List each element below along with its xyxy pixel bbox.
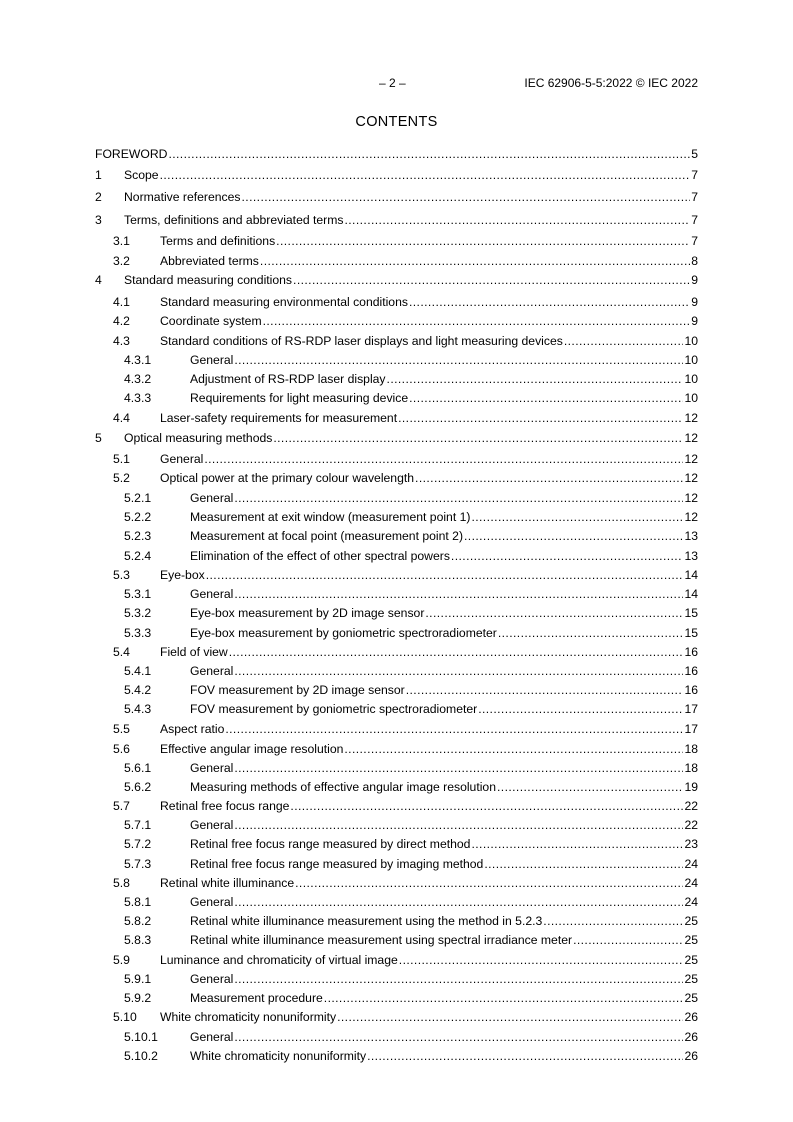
toc-entry[interactable] bbox=[95, 253, 698, 269]
toc-entry-title: Retinal free focus range bbox=[160, 799, 290, 813]
dot-leader bbox=[234, 586, 683, 602]
toc-entry-title: Optical measuring methods bbox=[124, 431, 273, 445]
dot-leader bbox=[204, 451, 683, 467]
dot-leader bbox=[409, 390, 683, 406]
toc-entry-page: 9 bbox=[691, 314, 698, 328]
toc-entry-title-line bbox=[124, 212, 698, 228]
toc-entry-title-line bbox=[160, 875, 698, 891]
dot-leader bbox=[273, 430, 683, 446]
toc-entry-title: Terms and definitions bbox=[160, 234, 276, 248]
toc-entry-number: 5.3.1 bbox=[124, 587, 152, 601]
toc-entry[interactable] bbox=[95, 856, 698, 872]
dot-leader bbox=[260, 253, 690, 269]
toc-entry-title: General bbox=[160, 452, 204, 466]
dot-leader bbox=[234, 663, 683, 679]
toc-entry-number: 5.2 bbox=[113, 471, 130, 485]
toc-entry-page: 18 bbox=[684, 742, 698, 756]
toc-entry-title-line bbox=[160, 294, 698, 310]
toc-entry[interactable] bbox=[95, 410, 698, 426]
dot-leader bbox=[471, 836, 683, 852]
dot-leader bbox=[398, 410, 683, 426]
toc-entry-number: 5.10.2 bbox=[124, 1049, 158, 1063]
toc-entry-title-line bbox=[190, 836, 698, 852]
toc-entry[interactable] bbox=[95, 971, 698, 987]
toc-entry-page: 22 bbox=[684, 818, 698, 832]
toc-entry-title-line bbox=[160, 333, 698, 349]
toc-entry-number: 4.4 bbox=[113, 411, 130, 425]
dot-leader bbox=[406, 682, 684, 698]
toc-entry-title-line bbox=[160, 741, 698, 757]
toc-entry[interactable] bbox=[95, 430, 698, 446]
dot-leader bbox=[234, 817, 683, 833]
dot-leader bbox=[234, 971, 683, 987]
toc-entry-number: 2 bbox=[95, 190, 102, 204]
toc-entry-page: 10 bbox=[684, 372, 698, 386]
toc-entry-title: General bbox=[190, 895, 234, 909]
toc-entry-page: 26 bbox=[684, 1030, 698, 1044]
toc-entry-page: 16 bbox=[684, 645, 698, 659]
toc-entry-page: 25 bbox=[684, 991, 698, 1005]
toc-entry-page: 14 bbox=[684, 568, 698, 582]
toc-entry-title: Eye-box measurement by 2D image sensor bbox=[190, 606, 425, 620]
toc-entry-title: Retinal free focus range measured by imaging method bbox=[190, 857, 484, 871]
toc-entry-number: 4.3 bbox=[113, 334, 130, 348]
dot-leader bbox=[478, 701, 683, 717]
toc-entry-title-line bbox=[190, 371, 698, 387]
toc-entry-page: 13 bbox=[684, 549, 698, 563]
toc-entry-page: 24 bbox=[684, 876, 698, 890]
dot-leader bbox=[276, 233, 690, 249]
toc-entry-title: Abbreviated terms bbox=[160, 254, 259, 268]
dot-leader bbox=[573, 932, 683, 948]
toc-entry-number: 3 bbox=[95, 213, 102, 227]
toc-entry-title: Standard measuring environmental conditions bbox=[160, 295, 408, 309]
toc-entry[interactable] bbox=[95, 990, 698, 1006]
toc-entry-page: 14 bbox=[684, 587, 698, 601]
toc-entry-title: White chromaticity nonuniformity bbox=[190, 1049, 367, 1063]
toc-entry-page: 22 bbox=[684, 799, 698, 813]
toc-entry-title: Measuring methods of effective angular image resolution bbox=[190, 780, 496, 794]
toc-entry-title: Terms, definitions and abbreviated terms bbox=[124, 213, 344, 227]
toc-entry-title-line bbox=[190, 971, 698, 987]
toc-entry-number: 5.2.4 bbox=[124, 549, 152, 563]
toc-entry-title-line bbox=[190, 625, 698, 641]
toc-entry-title: Aspect ratio bbox=[160, 722, 225, 736]
toc-entry-title-line bbox=[160, 313, 698, 329]
toc-entry-title-line bbox=[190, 586, 698, 602]
dot-leader bbox=[337, 1009, 683, 1025]
toc-entry-number: 5.6 bbox=[113, 742, 130, 756]
dot-leader bbox=[234, 352, 683, 368]
toc-entry[interactable] bbox=[95, 836, 698, 852]
toc-entry-title-line bbox=[190, 352, 698, 368]
toc-entry-number: 5.8.3 bbox=[124, 933, 152, 947]
toc-entry-page: 26 bbox=[684, 1049, 698, 1063]
toc-entry-page: 25 bbox=[684, 933, 698, 947]
toc-entry-title: Field of view bbox=[160, 645, 228, 659]
toc-entry-number: 5.3 bbox=[113, 568, 130, 582]
dot-leader bbox=[497, 779, 683, 795]
toc-entry-page: 7 bbox=[691, 168, 698, 182]
dot-leader bbox=[367, 1048, 683, 1064]
toc-entry[interactable] bbox=[95, 333, 698, 349]
toc-entry-title: Standard conditions of RS-RDP laser displays and light measuring devices bbox=[160, 334, 563, 348]
toc-entry[interactable] bbox=[95, 490, 698, 506]
toc-entry-title-line bbox=[190, 817, 698, 833]
toc-entry-title: Eye-box measurement by goniometric spectroradiometer bbox=[190, 626, 497, 640]
contents-title: CONTENTS bbox=[355, 114, 438, 130]
toc-entry-number: 5.3.2 bbox=[124, 606, 152, 620]
toc-entry-title-line bbox=[190, 390, 698, 406]
dot-leader bbox=[234, 894, 683, 910]
toc-entry-title-line bbox=[160, 470, 698, 486]
toc-entry-number: 5.6.1 bbox=[124, 761, 152, 775]
toc-entry-number: 4.3.3 bbox=[124, 391, 152, 405]
toc-entry-title-line bbox=[124, 167, 698, 183]
toc-entry-title-line bbox=[190, 682, 698, 698]
toc-entry-page: 25 bbox=[684, 953, 698, 967]
toc-entry[interactable] bbox=[95, 605, 698, 621]
dot-leader bbox=[229, 644, 684, 660]
toc-entry[interactable] bbox=[95, 146, 698, 162]
toc-entry[interactable] bbox=[95, 548, 698, 564]
toc-entry[interactable] bbox=[95, 567, 698, 583]
toc-entry-page: 10 bbox=[684, 353, 698, 367]
toc-entry-number: 1 bbox=[95, 168, 102, 182]
toc-entry-number: 5.8 bbox=[113, 876, 130, 890]
toc-entry[interactable] bbox=[95, 817, 698, 833]
toc-entry-title-line bbox=[190, 528, 698, 544]
toc-entry-title: Measurement at focal point (measurement point 2) bbox=[190, 529, 463, 543]
dot-leader bbox=[295, 875, 683, 891]
toc-entry-title: Adjustment of RS-RDP laser display bbox=[190, 372, 386, 386]
toc-entry-title-line bbox=[190, 1048, 698, 1064]
toc-entry[interactable] bbox=[95, 352, 698, 368]
toc-entry-title-line bbox=[190, 701, 698, 717]
toc-entry-title: White chromaticity nonuniformity bbox=[160, 1010, 337, 1024]
toc-entry-title: General bbox=[190, 972, 234, 986]
toc-entry-page: 16 bbox=[684, 664, 698, 678]
toc-entry[interactable] bbox=[95, 779, 698, 795]
toc-entry-title-line bbox=[95, 146, 698, 162]
toc-entry-page: 15 bbox=[684, 626, 698, 640]
dot-leader bbox=[160, 167, 691, 183]
toc-entry-title: General bbox=[190, 664, 234, 678]
dot-leader bbox=[290, 798, 683, 814]
toc-entry-title-line bbox=[190, 760, 698, 776]
toc-entry-title-line bbox=[190, 779, 698, 795]
toc-entry-number: 3.1 bbox=[113, 234, 130, 248]
toc-entry-number: 5.7.1 bbox=[124, 818, 152, 832]
toc-entry-number: 5.2.3 bbox=[124, 529, 152, 543]
toc-entry-title-line bbox=[190, 663, 698, 679]
toc-entry-page: 5 bbox=[691, 147, 698, 161]
toc-entry-title: Retinal white illuminance bbox=[160, 876, 295, 890]
toc-entry-page: 26 bbox=[684, 1010, 698, 1024]
toc-entry-title: Normative references bbox=[124, 190, 241, 204]
toc-entry-title-line bbox=[160, 233, 698, 249]
toc-entry-title: Effective angular image resolution bbox=[160, 742, 344, 756]
toc-entry[interactable] bbox=[95, 741, 698, 757]
toc-entry-title-line bbox=[190, 894, 698, 910]
toc-entry[interactable] bbox=[95, 625, 698, 641]
toc-entry-title: General bbox=[190, 353, 234, 367]
toc-entry[interactable] bbox=[95, 167, 698, 183]
toc-entry-title: General bbox=[190, 491, 234, 505]
dot-leader bbox=[234, 1029, 683, 1045]
toc-entry-number: 5.8.2 bbox=[124, 914, 152, 928]
toc-entry-title: Measurement at exit window (measurement point 1) bbox=[190, 510, 471, 524]
toc-entry-title: Scope bbox=[124, 168, 159, 182]
toc-entry[interactable] bbox=[95, 701, 698, 717]
dot-leader bbox=[498, 625, 684, 641]
toc-entry[interactable] bbox=[95, 294, 698, 310]
toc-entry[interactable] bbox=[95, 798, 698, 814]
toc-entry-title-line bbox=[160, 721, 698, 737]
toc-entry-number: 5.1 bbox=[113, 452, 130, 466]
toc-entry-title-line bbox=[190, 856, 698, 872]
toc-entry-title: General bbox=[190, 1030, 234, 1044]
toc-entry-title-line bbox=[160, 798, 698, 814]
toc-entry-title-line bbox=[190, 932, 698, 948]
toc-entry[interactable] bbox=[95, 189, 698, 205]
toc-entry-number: 5.7 bbox=[113, 799, 130, 813]
toc-entry-number: 5.2.1 bbox=[124, 491, 152, 505]
toc-entry-title: General bbox=[190, 587, 234, 601]
toc-entry[interactable] bbox=[95, 313, 698, 329]
toc-entry-number: 5.4 bbox=[113, 645, 130, 659]
toc-entry-title-line bbox=[190, 548, 698, 564]
toc-entry-page: 16 bbox=[684, 683, 698, 697]
toc-entry-page: 23 bbox=[684, 837, 698, 851]
toc-entry-page: 25 bbox=[684, 914, 698, 928]
dot-leader bbox=[564, 333, 684, 349]
toc-entry-page: 24 bbox=[684, 895, 698, 909]
toc-entry-page: 12 bbox=[684, 471, 698, 485]
toc-entry-title: Eye-box bbox=[160, 568, 205, 582]
toc-entry-title-line bbox=[190, 990, 698, 1006]
toc-entry-number: 5.4.3 bbox=[124, 702, 152, 716]
dot-leader bbox=[415, 470, 683, 486]
toc-entry-number: 4.2 bbox=[113, 314, 130, 328]
toc-entry-page: 12 bbox=[684, 452, 698, 466]
toc-entry[interactable] bbox=[95, 663, 698, 679]
toc-entry-number: 4.3.2 bbox=[124, 372, 152, 386]
toc-entry[interactable] bbox=[95, 528, 698, 544]
toc-entry[interactable] bbox=[95, 932, 698, 948]
toc-entry[interactable] bbox=[95, 1029, 698, 1045]
dot-leader bbox=[409, 294, 690, 310]
toc-entry-title-line bbox=[160, 952, 698, 968]
toc-entry-title-line bbox=[124, 189, 698, 205]
toc-entry-title-line bbox=[124, 430, 698, 446]
toc-entry-number: 5.3.3 bbox=[124, 626, 152, 640]
toc-entry-page: 17 bbox=[684, 722, 698, 736]
toc-entry[interactable] bbox=[95, 233, 698, 249]
toc-entry-page: 7 bbox=[691, 190, 698, 204]
toc-entry[interactable] bbox=[95, 875, 698, 891]
toc-entry-number: 5.9 bbox=[113, 953, 130, 967]
toc-entry-title: General bbox=[190, 818, 234, 832]
dot-leader bbox=[263, 313, 691, 329]
toc-entry-title-line bbox=[190, 490, 698, 506]
toc-entry-number: 5.10 bbox=[113, 1010, 137, 1024]
toc-entry-title-line bbox=[160, 410, 698, 426]
dot-leader bbox=[168, 146, 690, 162]
toc-entry-number: 5.2.2 bbox=[124, 510, 152, 524]
toc-entry-page: 8 bbox=[691, 254, 698, 268]
toc-entry-page: 12 bbox=[684, 510, 698, 524]
toc-entry-title-line bbox=[160, 1009, 698, 1025]
dot-leader bbox=[387, 371, 684, 387]
toc-entry-number: 5.7.2 bbox=[124, 837, 152, 851]
toc-entry-title: Measurement procedure bbox=[190, 991, 323, 1005]
toc-entry[interactable] bbox=[95, 760, 698, 776]
dot-leader bbox=[324, 990, 684, 1006]
toc-entry-page: 12 bbox=[684, 431, 698, 445]
toc-entry-page: 25 bbox=[684, 972, 698, 986]
toc-entry-title: Optical power at the primary colour wavelength bbox=[160, 471, 415, 485]
toc-entry-number: 5.8.1 bbox=[124, 895, 152, 909]
toc-entry-title: Retinal white illuminance measurement using the method in 5.2.3 bbox=[190, 914, 543, 928]
toc-entry-page: 17 bbox=[684, 702, 698, 716]
page-number: – 2 – bbox=[379, 76, 406, 90]
toc-entry-title-line bbox=[190, 1029, 698, 1045]
toc-entry-page: 10 bbox=[684, 391, 698, 405]
dot-leader bbox=[344, 741, 683, 757]
toc-entry[interactable] bbox=[95, 1009, 698, 1025]
toc-entry[interactable] bbox=[95, 1048, 698, 1064]
toc-entry[interactable] bbox=[95, 451, 698, 467]
dot-leader bbox=[344, 212, 690, 228]
toc-entry-page: 10 bbox=[684, 334, 698, 348]
toc-entry-page: 18 bbox=[684, 761, 698, 775]
toc-entry-title: Laser-safety requirements for measurement bbox=[160, 411, 398, 425]
toc-entry-number: 5.9.1 bbox=[124, 972, 152, 986]
toc-entry-title: Retinal white illuminance measurement using spectral irradiance meter bbox=[190, 933, 573, 947]
toc-entry-number: 5.5 bbox=[113, 722, 130, 736]
toc-entry[interactable] bbox=[95, 586, 698, 602]
toc-entry-page: 12 bbox=[684, 491, 698, 505]
toc-entry-page: 7 bbox=[691, 213, 698, 227]
toc-entry-title: Elimination of the effect of other spectral powers bbox=[190, 549, 450, 563]
dot-leader bbox=[484, 856, 683, 872]
toc-entry-number: 5.4.2 bbox=[124, 683, 152, 697]
dot-leader bbox=[234, 490, 683, 506]
toc-entry[interactable] bbox=[95, 470, 698, 486]
dot-leader bbox=[543, 913, 683, 929]
toc-entry-title: FOV measurement by 2D image sensor bbox=[190, 683, 405, 697]
toc-entry-number: 5.7.3 bbox=[124, 857, 152, 871]
dot-leader bbox=[293, 272, 690, 288]
toc-entry-title-line bbox=[160, 567, 698, 583]
dot-leader bbox=[242, 189, 691, 205]
toc-entry-page: 7 bbox=[691, 234, 698, 248]
dot-leader bbox=[225, 721, 683, 737]
toc-entry-number: 4.1 bbox=[113, 295, 130, 309]
toc-entry-title-line bbox=[160, 644, 698, 660]
toc-entry-number: 5.4.1 bbox=[124, 664, 152, 678]
toc-entry-title: Retinal free focus range measured by direct method bbox=[190, 837, 471, 851]
toc-entry-page: 9 bbox=[691, 295, 698, 309]
toc-entry-number: 4.3.1 bbox=[124, 353, 152, 367]
toc-entry-page: 9 bbox=[691, 273, 698, 287]
toc-entry-page: 19 bbox=[684, 780, 698, 794]
toc-entry[interactable] bbox=[95, 913, 698, 929]
toc-entry-page: 13 bbox=[684, 529, 698, 543]
toc-entry-page: 15 bbox=[684, 606, 698, 620]
toc-entry-title: Standard measuring conditions bbox=[124, 273, 293, 287]
toc-entry[interactable] bbox=[95, 721, 698, 737]
toc-entry-number: 5 bbox=[95, 431, 102, 445]
toc-entry-title-line bbox=[160, 451, 698, 467]
toc-entry-title: Luminance and chromaticity of virtual image bbox=[160, 953, 398, 967]
dot-leader bbox=[234, 760, 683, 776]
toc-entry-number: 5.10.1 bbox=[124, 1030, 158, 1044]
dot-leader bbox=[206, 567, 684, 583]
toc-entry[interactable] bbox=[95, 390, 698, 406]
toc-entry-page: 12 bbox=[684, 411, 698, 425]
dot-leader bbox=[399, 952, 684, 968]
toc-entry[interactable] bbox=[95, 371, 698, 387]
dot-leader bbox=[471, 509, 683, 525]
toc-entry[interactable] bbox=[95, 682, 698, 698]
toc-entry-title: Requirements for light measuring device bbox=[190, 391, 409, 405]
toc-entry[interactable] bbox=[95, 894, 698, 910]
dot-leader bbox=[451, 548, 684, 564]
document-reference: IEC 62906-5-5:2022 © IEC 2022 bbox=[524, 76, 698, 90]
toc-entry-page: 24 bbox=[684, 857, 698, 871]
toc-entry-title: FOREWORD bbox=[95, 147, 168, 161]
toc-entry-title-line bbox=[124, 272, 698, 288]
toc-entry[interactable] bbox=[95, 212, 698, 228]
toc-entry-number: 3.2 bbox=[113, 254, 130, 268]
toc-entry[interactable] bbox=[95, 509, 698, 525]
toc-entry-number: 4 bbox=[95, 273, 102, 287]
dot-leader bbox=[425, 605, 683, 621]
toc-entry-title-line bbox=[190, 605, 698, 621]
toc-entry-number: 5.6.2 bbox=[124, 780, 152, 794]
toc-entry[interactable] bbox=[95, 272, 698, 288]
toc-entry-title: FOV measurement by goniometric spectroradiometer bbox=[190, 702, 478, 716]
toc-entry[interactable] bbox=[95, 952, 698, 968]
toc-entry-title-line bbox=[190, 509, 698, 525]
toc-entry-title-line bbox=[190, 913, 698, 929]
dot-leader bbox=[464, 528, 683, 544]
toc-entry-number: 5.9.2 bbox=[124, 991, 152, 1005]
toc-entry[interactable] bbox=[95, 644, 698, 660]
toc-entry-title: General bbox=[190, 761, 234, 775]
toc-entry-title: Coordinate system bbox=[160, 314, 262, 328]
toc-entry-title-line bbox=[160, 253, 698, 269]
